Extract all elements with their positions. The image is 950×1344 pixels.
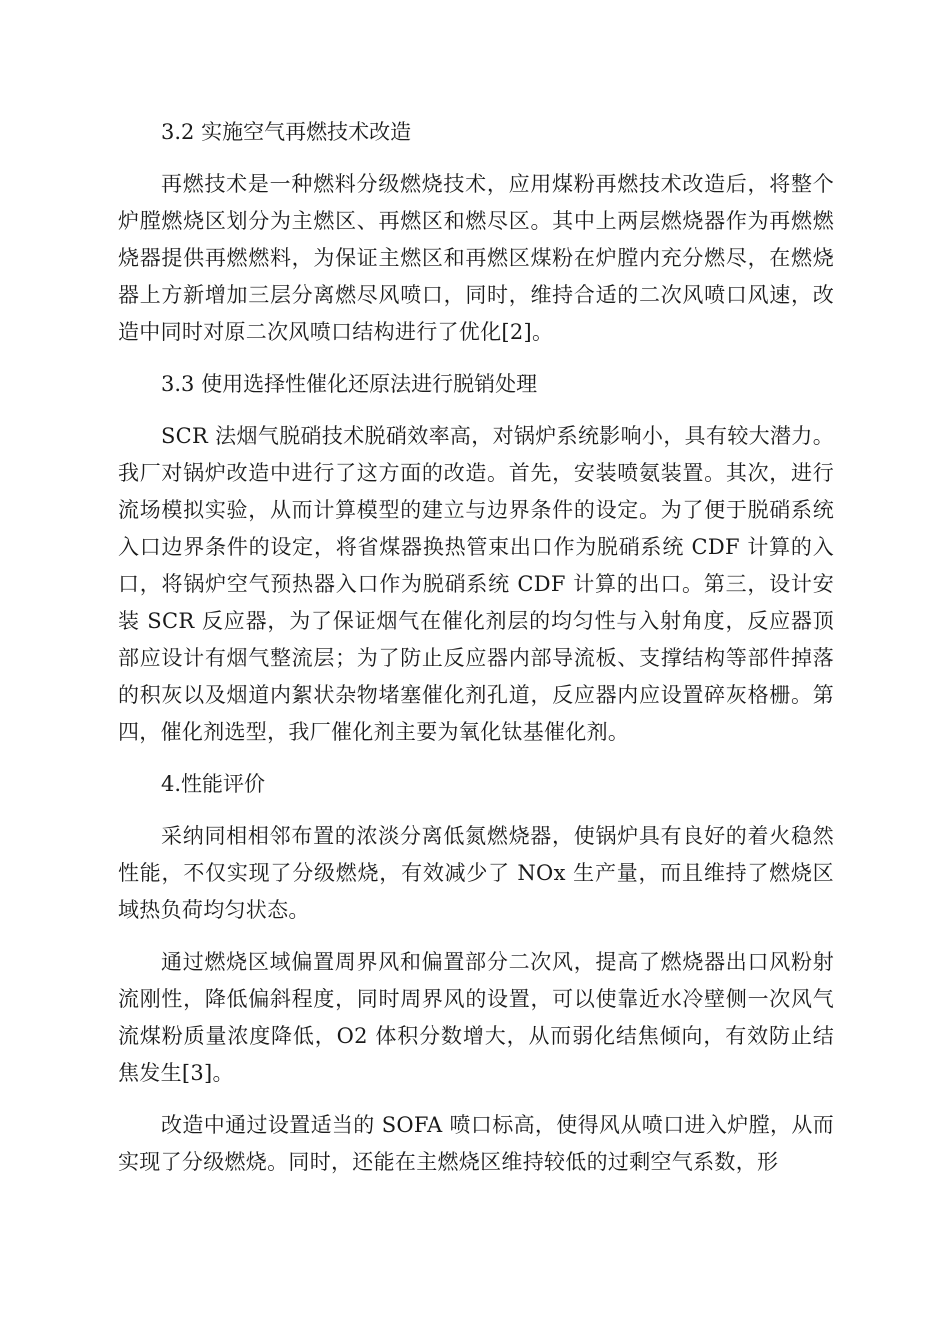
paragraph-low-nox-burner: 采纳同相相邻布置的浓淡分离低氮燃烧器，使锅炉具有良好的着火稳然性能，不仅实现了分级燃烧，有效减少了 NOx 生产量，而且维持了燃烧区域热负荷均匀状态。 — [118, 824, 834, 922]
paragraph-sofa-nozzle: 改造中通过设置适当的 SOFA 喷口标高，使得风从喷口进入炉膛，从而实现了分级燃烧。同时，还能在主燃烧区维持较低的过剩空气系数，形 — [118, 1113, 834, 1174]
section-heading-3-2: 3.2 实施空气再燃技术改造 — [161, 120, 412, 144]
paragraph-reburn-technology: 再燃技术是一种燃料分级燃烧技术，应用煤粉再燃技术改造后，将整个炉膛燃烧区划分为主燃区、再燃区和燃尽区。其中上两层燃烧器作为再燃燃烧器提供再燃燃料，为保证主燃区和再燃区煤粉在炉膛内充分燃尽，在燃烧器上方新增加三层分离燃尽风喷口，同时，维持合适的二次风喷口风速，改造中同时对原二次风喷口结构进行了优化[2]。 — [118, 172, 834, 344]
paragraph-scr-denitration: SCR 法烟气脱硝技术脱硝效率高，对锅炉系统影响小，具有较大潜力。我厂对锅炉改造中进行了这方面的改造。首先，安装喷氨装置。其次，进行流场模拟实验，从而计算模型的建立与边界条件的设定。为了便于脱硝系统入口边界条件的设定，将省煤器换热管束出口作为脱硝系统 CDF 计算的入口，将锅炉空气预热器入口作为脱硝系统 CDF 计算的出口。第三，设计安装 SCR 反应器，为了保证烟气在催化剂层的均匀性与入射角度，反应器顶部应设计有烟气整流层；为了防止反应器内部导流板、支撑结构等部件掉落的积灰以及烟道内絮状杂物堵塞催化剂孔道，反应器内应设置碎灰格栅。第四，催化剂选型，我厂催化剂主要为氧化钛基催化剂。 — [118, 424, 834, 744]
section-heading-4: 4.性能评价 — [161, 772, 266, 796]
paragraph-peripheral-air: 通过燃烧区域偏置周界风和偏置部分二次风，提高了燃烧器出口风粉射流刚性，降低偏斜程度，同时周界风的设置，可以使靠近水冷壁侧一次风气流煤粉质量浓度降低，O2 体积分数增大，从而弱化结焦倾向，有效防止结焦发生[3]。 — [118, 950, 834, 1085]
document-body — [118, 114, 834, 1196]
section-heading-3-3: 3.3 使用选择性催化还原法进行脱销处理 — [161, 372, 538, 396]
